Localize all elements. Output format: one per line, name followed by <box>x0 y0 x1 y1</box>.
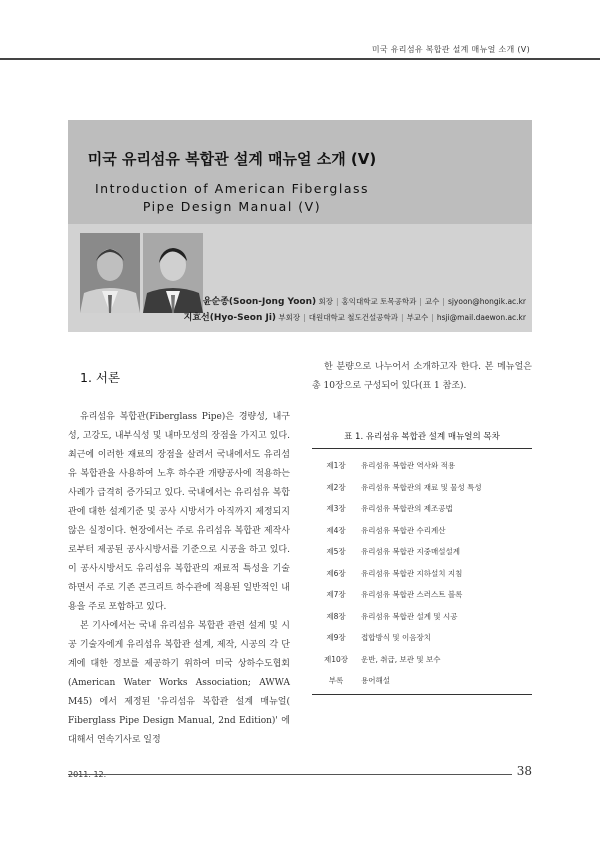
body-paragraph: 본 기사에서는 국내 유리섬유 복합관 관련 설계 및 시공 기술자에게 유리섬유 복합관 설계, 제작, 시공의 각 단계에 대한 정보를 제공하기 위하여 미국 상하수도협회(American Water Works Association; AWWA M45) 에서 제정된 '유리섬유 복합관 설계 매뉴얼( Fiberglass Pipe Design Manual, 2nd Edition)' 에 대해서 연속기사로 일정 <box>68 621 290 745</box>
toc-title: 유리섬유 복합관 스러스트 블록 <box>361 590 463 600</box>
toc-chapter: 제4장 <box>326 525 346 535</box>
author-photo-2 <box>143 233 203 313</box>
title-ko: 미국 유리섬유 복합관 설계 매뉴얼 소개 (V) <box>87 150 377 168</box>
table-bottom-rule <box>312 694 532 695</box>
toc-chapter: 제9장 <box>326 633 346 643</box>
toc-row <box>312 520 532 542</box>
section-heading: 1. 서론 <box>80 370 121 385</box>
author-email[interactable]: sjyoon@hongik.ac.kr <box>447 297 526 306</box>
running-header: 미국 유리섬유 복합관 설계 매뉴얼 소개 (V) <box>371 45 530 54</box>
toc-row <box>312 455 532 477</box>
footer-rule <box>68 774 512 775</box>
toc-title: 유리섬유 복합관 역사와 적용 <box>361 461 456 471</box>
toc-title: 접합방식 및 이음장치 <box>361 633 431 643</box>
toc-chapter: 제6장 <box>326 568 346 578</box>
table-title: 표 1. 유리섬유 복합관 설계 매뉴얼의 목차 <box>312 430 532 449</box>
left-column <box>68 358 290 750</box>
toc-title: 유리섬유 복합관 설계 및 시공 <box>361 611 458 621</box>
header-rule <box>0 58 600 60</box>
toc-table <box>312 455 532 692</box>
toc-chapter: 제8장 <box>326 611 346 621</box>
author-name: 지효선(Hyo-Seon Ji) <box>183 313 277 323</box>
author-role: 회장 <box>318 297 333 306</box>
author-line-1: 윤순종(Soon-Jong Yoon) 회장 | 홍익대학교 토목공학과 | 교수 | sjyoon@hongik.ac.kr <box>202 297 526 307</box>
toc-row <box>312 477 532 499</box>
toc-chapter: 제5장 <box>326 547 346 557</box>
author-name: 윤순종(Soon-Jong Yoon) <box>202 297 317 307</box>
author-role: 부회장 <box>278 313 301 322</box>
author-title: 교수 <box>424 297 440 306</box>
body-paragraph: 한 분량으로 나누어서 소개하고자 한다. 본 메뉴얼은 총 10장으로 구성되어 있다(표 1 참조). <box>312 362 532 391</box>
author-email[interactable]: hsji@mail.daewon.ac.kr <box>436 313 526 322</box>
toc-chapter: 제10장 <box>323 654 349 664</box>
toc-title: 유리섬유 복합관 지중매설설계 <box>361 547 460 557</box>
toc-chapter: 제1장 <box>326 461 346 471</box>
toc-row <box>312 670 532 692</box>
toc-chapter: 제2장 <box>326 482 346 492</box>
toc-row <box>312 649 532 671</box>
author-org: 대원대학교 철도건설공학과 <box>308 313 399 322</box>
toc-chapter: 제3장 <box>326 504 346 514</box>
title-en-line1: Introduction of American Fiberglass <box>94 181 370 196</box>
body-paragraph: 유리섬유 복합관(Fiberglass Pipe)은 경량성, 내구성, 고강도, 내부식성 및 내마모성의 장점을 가지고 있다. 최근에 이러한 재료의 장점을 살려서 국내에서도 유리섬유 복합관을 사용하여 노후 하수관 개량공사에 적용하는 사례가 급격히 증가되고 있다. 국내에서는 유리섬유 복합관에 대한 설계기준 및 공사 시방서가 아직까지 제정되지 않은 실정이다. 현장에서는 주로 유리섬유 복합관 제작사로부터 제공된 공사시방서를 기준으로 시공을 하고 있다. 이 공사시방서도 유리섬유 복합관의 재료적 특성을 기술하면서 주로 기존 콘크리트 하수관에 적용된 일반적인 내용을 주로 포함하고 있다. <box>68 412 290 612</box>
author-org: 홍익대학교 토목공학과 <box>341 297 417 306</box>
toc-title: 유리섬유 복합관 수리계산 <box>361 525 446 535</box>
title-en-line2: Pipe Design Manual (V) <box>142 199 322 214</box>
toc-row <box>312 541 532 563</box>
toc-title: 운반, 취급, 보관 및 보수 <box>361 654 441 664</box>
toc-row <box>312 584 532 606</box>
author-line-2: 지효선(Hyo-Seon Ji) 부회장 | 대원대학교 철도건설공학과 | 부교수 | hsji@mail.daewon.ac.kr <box>183 313 526 323</box>
toc-title: 유리섬유 복합관의 제조공법 <box>361 504 453 514</box>
toc-row <box>312 606 532 628</box>
toc-chapter: 부록 <box>328 676 344 686</box>
toc-row <box>312 563 532 585</box>
title-en <box>0 180 464 216</box>
author-title: 부교수 <box>406 313 429 322</box>
author-photo-1 <box>80 233 140 313</box>
page-number: 38 <box>516 764 532 778</box>
right-column <box>312 358 532 695</box>
toc-title: 용어해설 <box>361 676 390 686</box>
toc-title: 유리섬유 복합관 지하설치 지침 <box>361 568 463 578</box>
toc-row <box>312 627 532 649</box>
toc-title: 유리섬유 복합관의 재료 및 물성 특성 <box>361 482 482 492</box>
toc-row <box>312 498 532 520</box>
toc-chapter: 제7장 <box>326 590 346 600</box>
